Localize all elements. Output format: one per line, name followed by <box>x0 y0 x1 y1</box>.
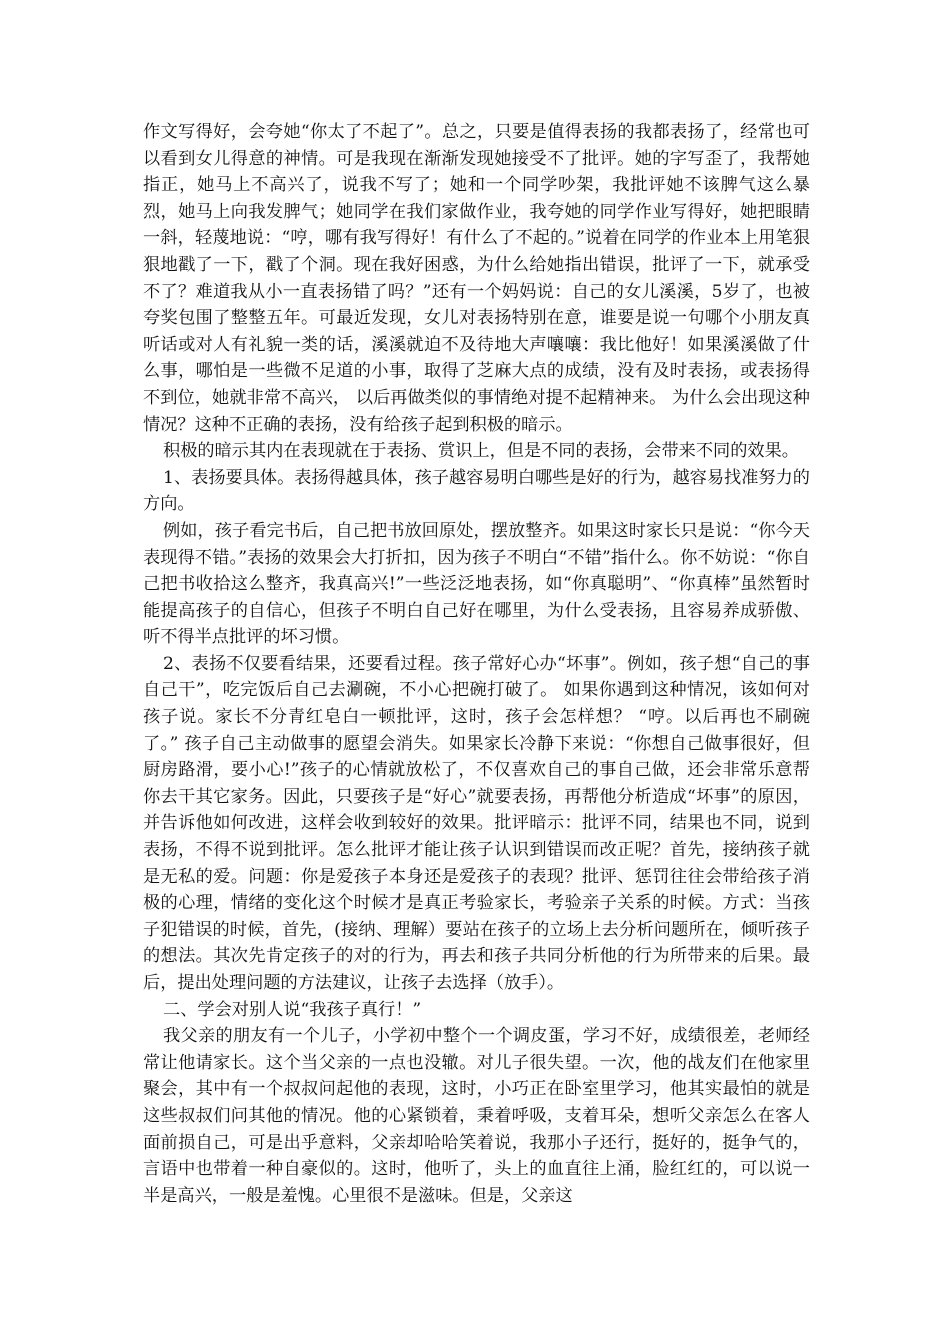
paragraph-example-books: 例如，孩子看完书后，自己把书放回原处，摆放整齐。如果这时家长只是说：“你今天表现得不错。”表扬的效果会大打折扣，因为孩子不明白“不错”指什么。你不妨说：“你自己把书收拾这么整齐，我真高兴!”一些泛泛地表扬，如“你真聪明”、“你真棒”虽然暂时能提高孩子的自信心，但孩子不明白自己好在哪里，为什么受表扬，且容易养成骄傲、听不得半点批评的坏习惯。 <box>143 520 810 648</box>
paragraph-praise-specific: 1、表扬要具体。表扬得越具体，孩子越容易明白哪些是好的行为，越容易找准努力的方向。 <box>143 467 810 515</box>
section-heading-my-child: 二、学会对别人说“我孩子真行！” <box>163 999 422 1020</box>
paragraph-positive-suggestion: 积极的暗示其内在表现就在于表扬、赏识上，但是不同的表扬，会带来不同的效果。 <box>163 441 799 462</box>
document-page <box>143 119 810 1209</box>
paragraph-process-and-criticism: 2、表扬不仅要看结果，还要看过程。孩子常好心办“坏事”。例如，孩子想“自己的事自己干”，吃完饭后自己去涮碗，不小心把碗打破了。 如果你遇到这种情况，该如何对孩子说。家长不分青红皂白一顿批评，这时，孩子会怎样想？ “哼。以后再也不刷碗了。” 孩子自己主动做事的愿望会消失。如果家长冷静下来说：“你想自己做事很好，但厨房路滑，要小心!”孩子的心情就放松了，不仅喜欢自己的事自己做，还会非常乐意帮你去干其它家务。因此，只要孩子是“好心”就要表扬，再帮他分析造成“坏事”的原因，并告诉他如何改进，这样会收到较好的效果。批评暗示：批评不同，结果也不同，说到表扬，不得不说到批评。怎么批评才能让孩子认识到错误而改正呢？首先，接纳孩子就是无私的爱。问题：你是爱孩子本身还是爱孩子的表现？批评、惩罚往往会带给孩子消极的心理，情绪的变化这个时候才是真正考验家长，考验亲子关系的时候。方式：当孩子犯错误的时候，首先，(接纳、理解）要站在孩子的立场上去分析问题所在，倾听孩子的想法。其次先肯定孩子的对的行为，再去和孩子共同分析他的行为所带来的后果。最后，提出处理问题的方法建议，让孩子去选择（放手）。 <box>143 653 810 993</box>
paragraph-praise-daughter: 作文写得好，会夸她“你太了不起了”。总之，只要是值得表扬的我都表扬了，经常也可以看到女儿得意的神情。可是我现在渐渐发现她接受不了批评。她的字写歪了，我帮她指正，她马上不高兴了，说我不写了；她和一个同学吵架，我批评她不该脾气这么暴烈，她马上向我发脾气；她同学在我们家做作业，我夸她的同学作业写得好，她把眼睛一斜，轻蔑地说：“哼，哪有我写得好！有什么了不起的。”说着在同学的作业本上用笔狠狠地戳了一下，戳了个洞。现在我好困惑，为什么给她指出错误，批评了一下，就承受不了？难道我从小一直表扬错了吗？”还有一个妈妈说：自己的女儿溪溪，5岁了，也被夸奖包围了整整五年。可最近发现，女儿对表扬特别在意，谁要是说一句哪个小朋友真听话或对人有礼貌一类的话，溪溪就迫不及待地大声嚷嚷：我比他好！如果溪溪做了什么事，哪怕是一些微不足道的小事，取得了芝麻大点的成绩，没有及时表扬，或表扬得不到位，她就非常不高兴， 以后再做类似的事情绝对提不起精神来。 为什么会出现这种情况？这种不正确的表扬，没有给孩子起到积极的暗示。 <box>143 122 810 435</box>
paragraph-father-story: 我父亲的朋友有一个儿子，小学初中整个一个调皮蛋，学习不好，成绩很差，老师经常让他请家长。这个当父亲的一点也没辙。对儿子很失望。一次，他的战友们在他家里聚会，其中有一个叔叔问起他的表现，这时，小巧正在卧室里学习，他其实最怕的就是这些叔叔们问其他的情况。他的心紧锁着，秉着呼吸，支着耳朵，想听父亲怎么在客人面前损自己，可是出乎意料，父亲却哈哈笑着说，我那小子还行，挺好的，挺争气的，言语中也带着一种自豪似的。这时，他听了，头上的血直往上涌，脸红红的，可以说一半是高兴，一般是羞愧。心里很不是滋味。但是，父亲这 <box>143 1026 810 1206</box>
